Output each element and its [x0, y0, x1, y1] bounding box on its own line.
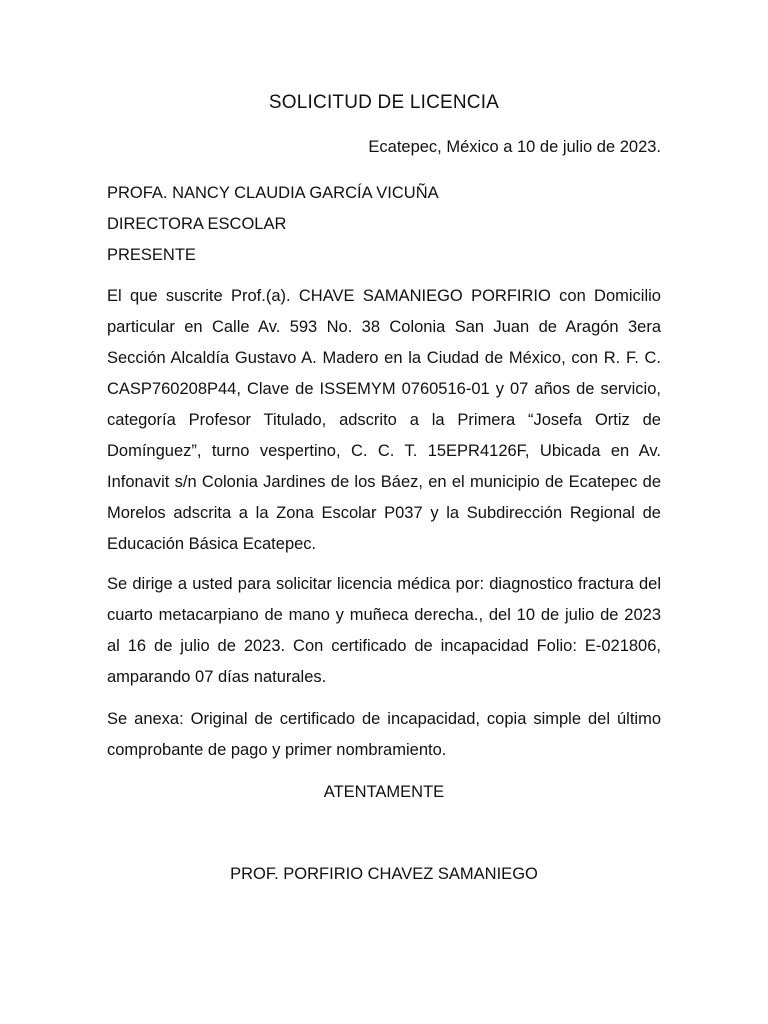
signature-name: PROF. PORFIRIO CHAVEZ SAMANIEGO	[230, 865, 538, 883]
body-paragraph-3: Se anexa: Original de certificado de incapacidad, copia simple del último comprobante de pago y primer nombramiento.	[107, 710, 661, 759]
addressee-name: PROFA. NANCY CLAUDIA GARCÍA VICUÑA	[107, 184, 439, 202]
closing-line: ATENTAMENTE	[323, 783, 445, 801]
document-title: SOLICITUD DE LICENCIA	[268, 92, 500, 113]
addressee-greeting: PRESENTE	[107, 246, 196, 264]
addressee-position: DIRECTORA ESCOLAR	[107, 215, 287, 233]
body-paragraph-1: El que suscrite Prof.(a). CHAVE SAMANIEGO PORFIRIO con Domicilio particular en Calle Av. 593 No. 38 Colonia San Juan de Aragón 3era Sección Alcaldía Gustavo A. Madero en la Ciudad de México, con R. F. C. CASP760208P44, Clave de ISSEMYM 0760516-01 y 07 años de servicio, categoría Profesor Titulado, adscrito a la Primera “Josefa Ortiz de Domínguez”, turno vespertino, C. C. T. 15EPR4126F, Ubicada en Av. Infonavit s/n Colonia Jardines de los Báez, en el municipio de Ecatepec de Morelos adscrita a la Zona Escolar P037 y la Subdirección Regional de Educación Básica Ecatepec.	[107, 287, 661, 553]
addressee-block	[107, 178, 439, 271]
body-paragraph-2: Se dirige a usted para solicitar licencia médica por: diagnostico fractura del cuarto metacarpiano de mano y muñeca derecha., del 10 de julio de 2023 al 16 de julio de 2023. Con certificado de incapacidad Folio: E-021806, amparando 07 días naturales.	[107, 575, 661, 686]
date-line: Ecatepec, México a 10 de julio de 2023.	[368, 138, 661, 156]
